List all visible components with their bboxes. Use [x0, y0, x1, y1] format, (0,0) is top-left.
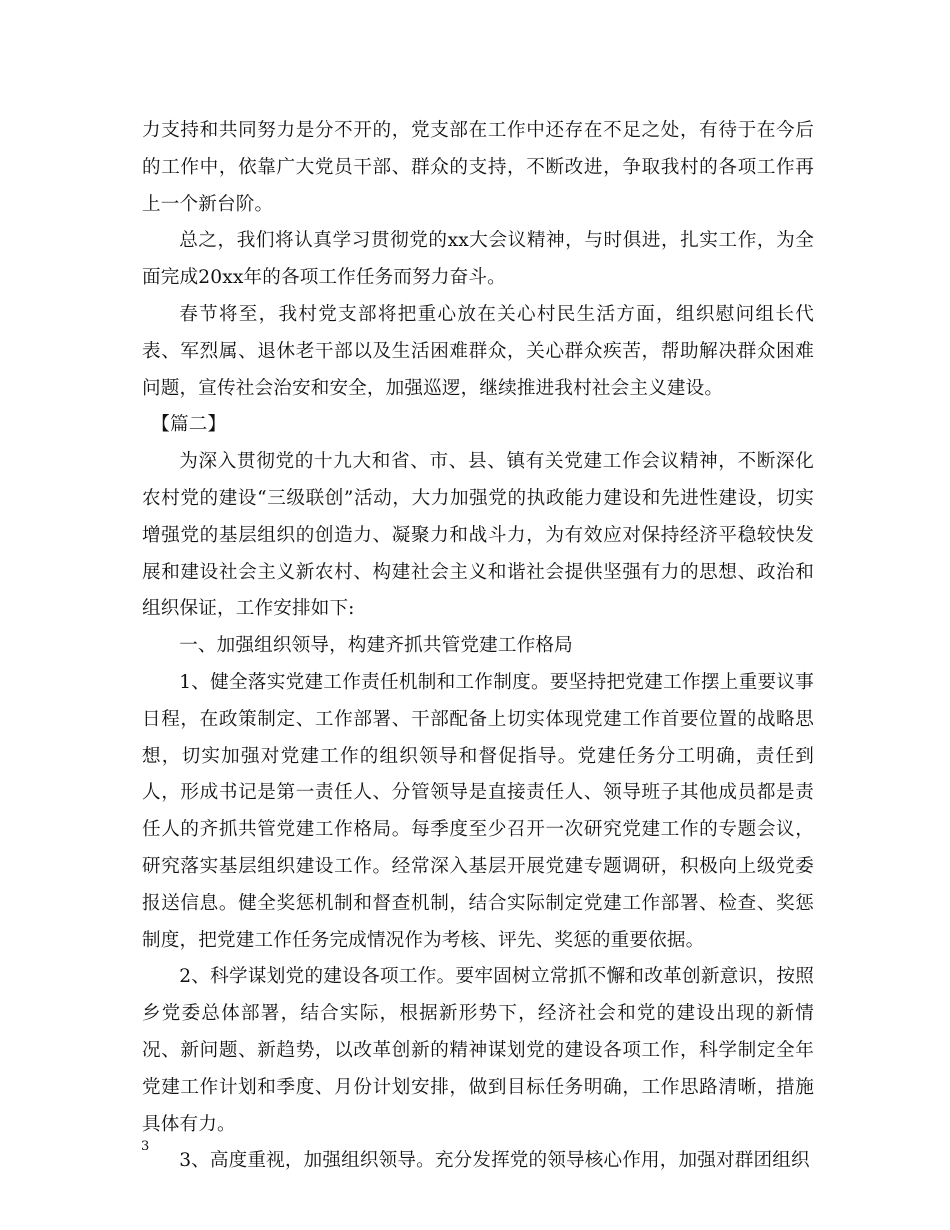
document-body: [142, 113, 814, 1180]
section-heading-part-two: 【篇二】: [151, 414, 227, 436]
paragraph-item-1: 1、健全落实党建工作责任机制和工作制度。要坚持把党建工作摆上重要议事日程，在政策制定、工作部署、干部配备上切实体现党建工作首要位置的战略思想，切实加强对党建工作的组织领导和督促指导。党建任务分工明确，责任到人，形成书记是第一责任人、分管领导是直接责任人、领导班子其他成员都是责任人的齐抓共管党建工作格局。每季度至少召开一次研究党建工作的专题会议，研究落实基层组织建设工作。经常深入基层开展党建专题调研，积极向上级党委报送信息。健全奖惩机制和督查机制，结合实际制定党建工作部署、检查、奖惩制度，把党建工作任务完成情况作为考核、评先、奖惩的重要依据。: [142, 671, 814, 951]
subheading-organization-leadership: 一、加强组织领导，构建齐抓共管党建工作格局: [179, 635, 573, 657]
paragraph-intro: 为深入贯彻党的十九大和省、市、县、镇有关党建工作会议精神，不断深化农村党的建设“三级联创”活动，大力加强党的执政能力建设和先进性建设，切实增强党的基层组织的创造力、凝聚力和战斗力，为有效应对保持经济平稳较快发展和建设社会主义新农村、构建社会主义和谐社会提供坚强有力的思想、政治和组织保证，工作安排如下:: [142, 451, 814, 620]
paragraph-summary: 总之，我们将认真学习贯彻党的xx大会议精神，与时俱进，扎实工作，为全面完成20xx年的各项工作任务而努力奋斗。: [142, 230, 814, 289]
paragraph-spring-festival: 春节将至，我村党支部将把重心放在关心村民生活方面，组织慰问组长代表、军烈属、退休老干部以及生活困难群众，关心群众疾苦，帮助解决群众困难问题，宣传社会治安和安全，加强巡逻，继续推进我村社会主义建设。: [142, 303, 814, 399]
paragraph-item-2: 2、科学谋划党的建设各项工作。要牢固树立常抓不懈和改革创新意识，按照乡党委总体部署，结合实际，根据新形势下，经济社会和党的建设出现的新情况、新问题、新趋势，以改革创新的精神谋划党的建设各项工作，科学制定全年党建工作计划和季度、月份计划安排，做到目标任务明确，工作思路清晰，措施具体有力。: [142, 966, 814, 1135]
page-number: 3: [141, 1139, 150, 1154]
paragraph-continuation: 力支持和共同努力是分不开的，党支部在工作中还存在不足之处，有待于在今后的工作中，依靠广大党员干部、群众的支持，不断改进，争取我村的各项工作再上一个新台阶。: [142, 120, 814, 215]
paragraph-item-3: 3、高度重视，加强组织领导。充分发挥党的领导核心作用，加强对群团组织: [179, 1150, 810, 1172]
